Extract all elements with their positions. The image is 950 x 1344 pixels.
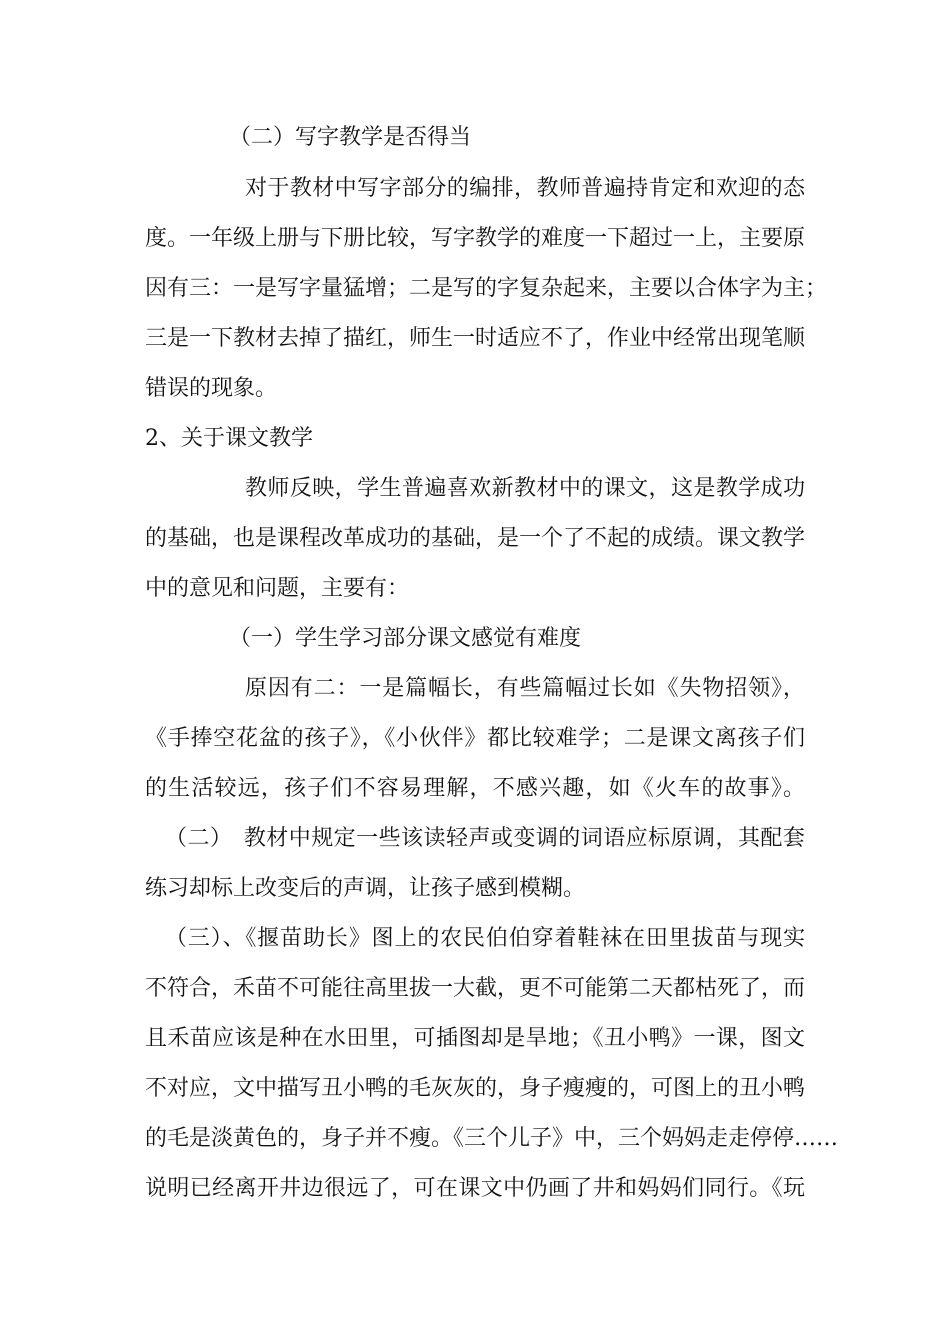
paragraph-line: （三）、《揠苗助长》图上的农民伯伯穿着鞋袜在田里拔苗与现实 bbox=[165, 926, 806, 951]
paragraph-line: 的基础，也是课程改革成功的基础，是一个了不起的成绩。课文教学 bbox=[145, 526, 806, 551]
paragraph-line: （二） 教材中规定一些该读轻声或变调的词语应标原调，其配套 bbox=[165, 826, 806, 851]
subheading-writing: （二）写字教学是否得当 bbox=[229, 125, 472, 150]
paragraph-line: 原因有二：一是篇幅长，有些篇幅过长如《失物招领》， bbox=[245, 676, 806, 701]
paragraph-line: 的毛是淡黄色的，身子并不瘦。《三个儿子》中，三个妈妈走走停停…… bbox=[145, 1126, 839, 1151]
subheading-difficulty: （一）学生学习部分课文感觉有难度 bbox=[229, 626, 582, 651]
paragraph-line: 练习却标上改变后的声调，让孩子感到模糊。 bbox=[145, 876, 586, 901]
paragraph-line: 中的意见和问题，主要有： bbox=[145, 576, 410, 601]
paragraph-line: 的生活较远，孩子们不容易理解，不感兴趣，如《火车的故事》。 bbox=[145, 776, 807, 801]
section-heading: 2、关于课文教学 bbox=[145, 426, 313, 451]
paragraph-line: 不对应，文中描写丑小鸭的毛灰灰的，身子瘦瘦的，可图上的丑小鸭 bbox=[145, 1076, 806, 1101]
paragraph-line: 错误的现象。 bbox=[145, 376, 278, 401]
paragraph-line: 对于教材中写字部分的编排，教师普遍持肯定和欢迎的态 bbox=[245, 176, 806, 201]
paragraph-line: 因有三：一是写字量猛增；二是写的字复杂起来，主要以合体字为主； bbox=[145, 276, 828, 301]
paragraph-line: 《手捧空花盆的孩子》，《小伙伴》都比较难学；二是课文离孩子们 bbox=[145, 726, 806, 751]
paragraph-line: 教师反映，学生普遍喜欢新教材中的课文，这是教学成功 bbox=[245, 476, 806, 501]
paragraph-line: 不符合，禾苗不可能往高里拔一大截，更不可能第二天都枯死了，而 bbox=[145, 976, 806, 1001]
paragraph-line: 度。一年级上册与下册比较，写字教学的难度一下超过一上，主要原 bbox=[145, 226, 806, 251]
paragraph-line: 说明已经离开井边很远了，可在课文中仍画了井和妈妈们同行。《玩 bbox=[145, 1176, 806, 1201]
paragraph-line: 三是一下教材去掉了描红，师生一时适应不了，作业中经常出现笔顺 bbox=[145, 326, 806, 351]
paragraph-line: 且禾苗应该是种在水田里，可插图却是旱地；《丑小鸭》一课，图文 bbox=[145, 1026, 806, 1051]
